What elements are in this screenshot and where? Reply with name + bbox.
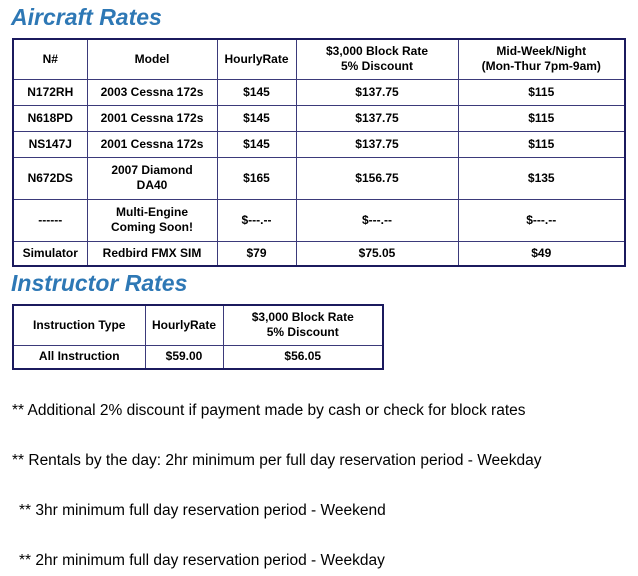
hourly-rate-cell: $145: [217, 131, 296, 157]
table-row: [13, 105, 625, 131]
block-rate-cell: $---.--: [296, 199, 458, 241]
instructor-rates-table: [12, 304, 384, 370]
hourly-rate-cell: $59.00: [145, 345, 223, 369]
mid-week-rate-cell: $49: [458, 241, 625, 266]
model-cell: 2007 Diamond DA40: [87, 157, 217, 199]
block-rate-cell: $137.75: [296, 79, 458, 105]
table-row: [13, 79, 625, 105]
aircraft-rates-title: Aircraft Rates: [11, 4, 162, 30]
aircraft-rates-table: [12, 38, 626, 267]
model-cell: 2001 Cessna 172s: [87, 131, 217, 157]
mid-week-rate-cell: $135: [458, 157, 625, 199]
block-rate-cell: $156.75: [296, 157, 458, 199]
aircraft-table-header-row: [13, 39, 625, 79]
col-header-model: Model: [87, 39, 217, 79]
mid-week-rate-cell: $115: [458, 131, 625, 157]
table-row: [13, 345, 383, 369]
hourly-rate-cell: $165: [217, 157, 296, 199]
mid-week-rate-cell: $---.--: [458, 199, 625, 241]
col-header-hourly-rate: HourlyRate: [145, 305, 223, 345]
instruction-type-cell: All Instruction: [13, 345, 145, 369]
tail-number-cell: N672DS: [13, 157, 87, 199]
block-rate-cell: $56.05: [223, 345, 383, 369]
hourly-rate-cell: $145: [217, 105, 296, 131]
tail-number-cell: N618PD: [13, 105, 87, 131]
tail-number-cell: NS147J: [13, 131, 87, 157]
table-row: [13, 199, 625, 241]
tail-number-cell: ------: [13, 199, 87, 241]
model-cell: 2003 Cessna 172s: [87, 79, 217, 105]
col-header-tail-number: N#: [13, 39, 87, 79]
model-cell: Redbird FMX SIM: [87, 241, 217, 266]
mid-week-rate-cell: $115: [458, 79, 625, 105]
col-header-block-rate: $3,000 Block Rate 5% Discount: [296, 39, 458, 79]
model-cell: 2001 Cessna 172s: [87, 105, 217, 131]
table-row: [13, 157, 625, 199]
block-rate-cell: $137.75: [296, 105, 458, 131]
mid-week-rate-cell: $115: [458, 105, 625, 131]
note-daily-rental: ** Rentals by the day: 2hr minimum per full day reservation period - Weekday: [12, 452, 542, 469]
block-rate-cell: $137.75: [296, 131, 458, 157]
hourly-rate-cell: $79: [217, 241, 296, 266]
instructor-table-header-row: [13, 305, 383, 345]
hourly-rate-cell: $---.--: [217, 199, 296, 241]
note-cash-discount: ** Additional 2% discount if payment made by cash or check for block rates: [12, 402, 526, 419]
hourly-rate-cell: $145: [217, 79, 296, 105]
tail-number-cell: N172RH: [13, 79, 87, 105]
model-cell: Multi-Engine Coming Soon!: [87, 199, 217, 241]
col-header-instruction-type: Instruction Type: [13, 305, 145, 345]
table-row: [13, 241, 625, 266]
col-header-hourly-rate: HourlyRate: [217, 39, 296, 79]
tail-number-cell: Simulator: [13, 241, 87, 266]
col-header-block-rate: $3,000 Block Rate 5% Discount: [223, 305, 383, 345]
note-weekday-minimum: ** 2hr minimum full day reservation period - Weekday: [19, 552, 385, 569]
instructor-rates-title: Instructor Rates: [11, 270, 188, 296]
table-row: [13, 131, 625, 157]
block-rate-cell: $75.05: [296, 241, 458, 266]
note-weekend-minimum: ** 3hr minimum full day reservation period - Weekend: [19, 502, 386, 519]
col-header-mid-week-night: Mid-Week/Night (Mon-Thur 7pm-9am): [458, 39, 625, 79]
